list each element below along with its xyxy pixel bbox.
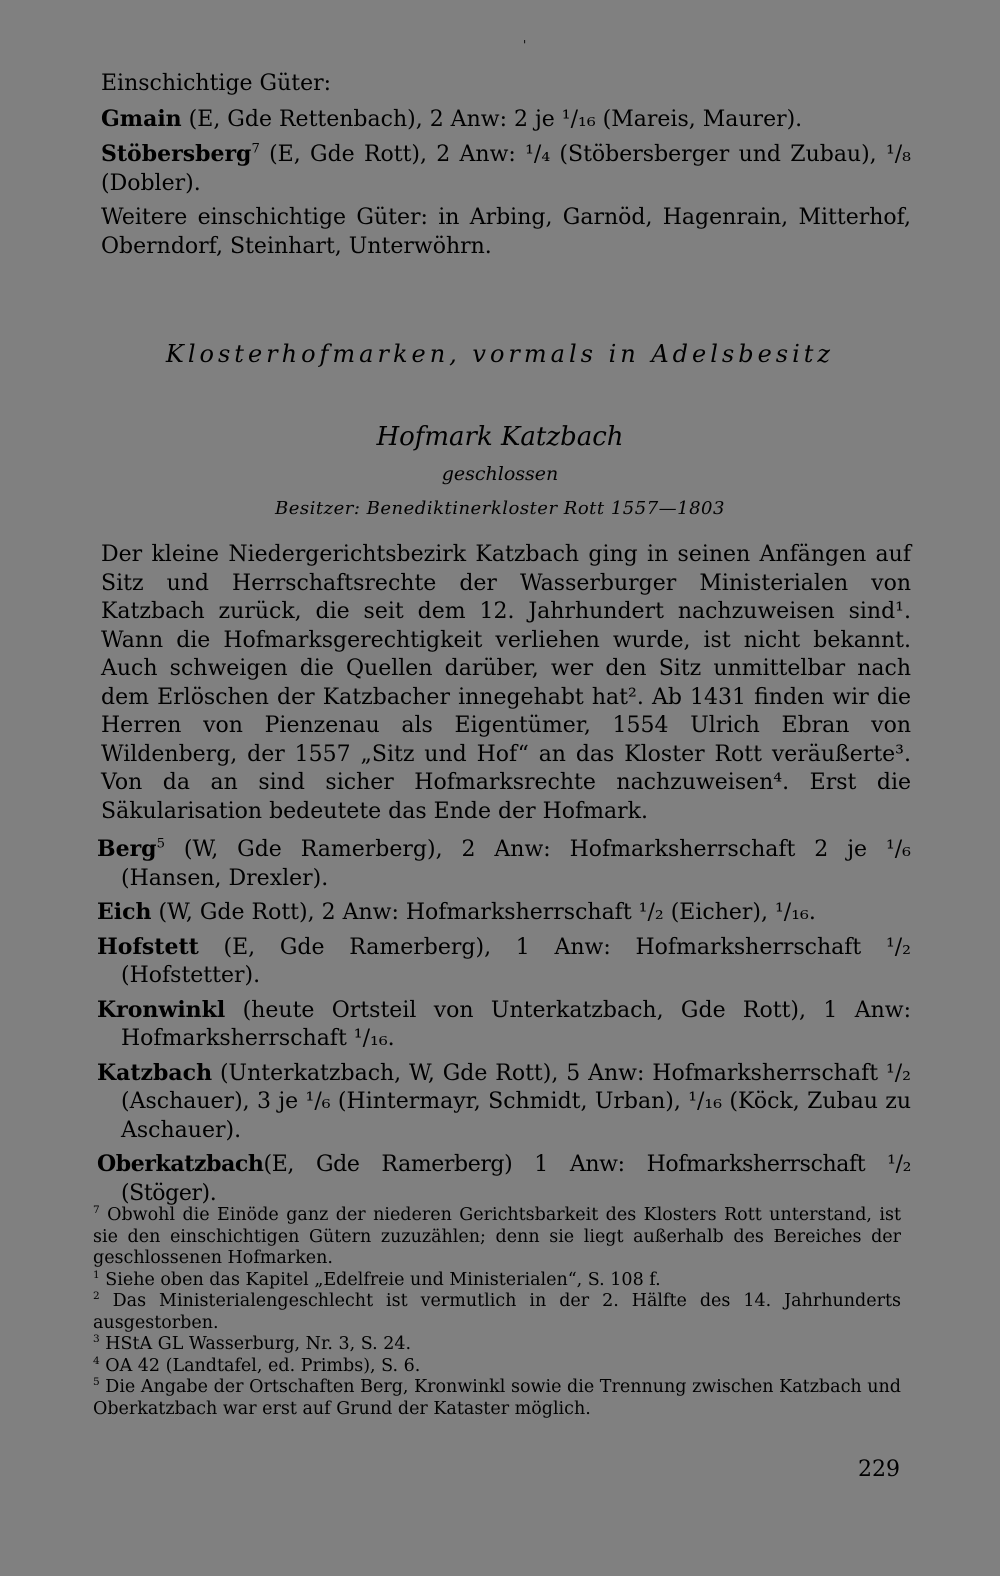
entry-lead: Stöbersberg bbox=[101, 141, 252, 167]
place-entry-oberkatzbach bbox=[97, 1150, 911, 1208]
footnote bbox=[93, 1270, 901, 1292]
goods-heading: Einschichtige Güter: bbox=[101, 71, 332, 96]
footnote bbox=[93, 1291, 901, 1334]
entry-lead: Oberkatzbach bbox=[97, 1151, 264, 1177]
entry-lead: Hofstett bbox=[97, 933, 199, 960]
goods-entry-weitere bbox=[101, 204, 911, 261]
footnote-mark: 4 bbox=[93, 1354, 100, 1367]
footnote-text: OA 42 (Landtafel, ed. Primbs), S. 6. bbox=[99, 1355, 421, 1376]
place-entry-berg bbox=[97, 835, 911, 893]
entry-lead: Gmain bbox=[101, 105, 182, 132]
goods-section bbox=[101, 70, 911, 261]
footnote bbox=[93, 1205, 901, 1270]
entry-text: (E, Gde Ramerberg), 1 Anw: Hofmarksherrschaft ¹/₂ (Hofstetter). bbox=[121, 934, 911, 988]
top-mark: ' bbox=[523, 38, 527, 52]
footnote-mark: 2 bbox=[93, 1290, 100, 1303]
hofmark-status: geschlossen bbox=[441, 463, 559, 485]
hofmark-owner: Besitzer: Benediktinerkloster Rott 1557—1803 bbox=[275, 498, 725, 519]
footnote-text: Obwohl die Einöde ganz der niederen Gerichtsbarkeit des Klosters Rott unterstand, ist sie den einschichtigen Gütern zuzuzählen; denn sie liegt außerhalb des Bereiches der geschlossenen Hofmarken. bbox=[93, 1205, 901, 1268]
places-list bbox=[97, 835, 911, 1208]
footnote bbox=[93, 1356, 901, 1378]
entry-text: (W, Gde Ramerberg), 2 Anw: Hofmarksherrschaft 2 je ¹/₆ (Hansen, Drexler). bbox=[121, 837, 911, 891]
place-entry-hofstett bbox=[97, 933, 911, 991]
entry-text: (E, Gde Rettenbach), 2 Anw: 2 je ¹/₁₆ (Mareis, Maurer). bbox=[181, 106, 803, 132]
entry-text: (E, Gde Rott), 2 Anw: ¹/₄ (Stöbersberger und Zubau), ¹/₈ (Dobler). bbox=[101, 142, 911, 196]
footnote-mark: 5 bbox=[93, 1376, 100, 1389]
section-heading: Klosterhofmarken, vormals in Adelsbesitz bbox=[165, 340, 835, 368]
footnote-ref: 7 bbox=[251, 141, 260, 157]
footnotes bbox=[93, 1205, 901, 1420]
footnote-ref: 5 bbox=[156, 836, 165, 852]
entry-lead: Eich bbox=[97, 899, 152, 925]
goods-entry-gmain bbox=[101, 105, 911, 135]
page-number: 229 bbox=[858, 1457, 900, 1482]
entry-text: Weitere einschichtige Güter: in Arbing, Garnöd, Hagenrain, Mitterhof, Oberndorf, Steinhart, Unterwöhrn. bbox=[101, 205, 911, 259]
footnote-mark: 1 bbox=[93, 1268, 100, 1281]
entry-text: (Unterkatzbach, W, Gde Rott), 5 Anw: Hofmarksherrschaft ¹/₂ (Aschauer), 3 je ¹/₆ (Hintermayr, Schmidt, Urban), ¹/₁₆ (Köck, Zubau zu Aschauer). bbox=[121, 1060, 911, 1143]
footnote-text: Siehe oben das Kapitel „Edelfreie und Ministerialen“, S. 108 f. bbox=[99, 1269, 661, 1290]
footnote-text: Das Ministerialengeschlecht ist vermutlich in der 2. Hälfte des 14. Jahrhunderts ausgestorben. bbox=[93, 1291, 901, 1333]
footnote-mark: 7 bbox=[93, 1204, 100, 1217]
entry-text: (E, Gde Ramerberg) 1 Anw: Hofmarksherrschaft ¹/₂ (Stöger). bbox=[121, 1152, 911, 1206]
entry-lead: Kronwinkl bbox=[97, 996, 226, 1023]
entry-text: (W, Gde Rott), 2 Anw: Hofmarksherrschaft ¹/₂ (Eicher), ¹/₁₆. bbox=[151, 900, 816, 925]
entry-lead: Katzbach bbox=[97, 1059, 213, 1086]
intro-paragraph: Der kleine Niedergerichtsbezirk Katzbach ging in seinen Anfängen auf Sitz und Herrschaftsrechte der Wasserburger Ministerialen von Katzbach zurück, die seit dem 12. Jahrhundert nachzuweisen sind¹. Wann die Hofmarksgerechtigkeit verliehen wurde, ist nicht bekannt. Auch schweigen die Quellen darüber, wer den Sitz unmittelbar nach dem Erlöschen der Katzbacher innegehabt hat². Ab 1431 finden wir die Herren von Pienzenau als Eigentümer, 1554 Ulrich Ebran von Wildenberg, der 1557 „Sitz und Hof“ an das Kloster Rott veräußerte³. Von da an sind sicher Hofmarksrechte nachzuweisen⁴. Erst die Säkularisation bedeutete das Ende der Hofmark. bbox=[101, 542, 911, 824]
place-entry-kronwinkl bbox=[97, 996, 911, 1054]
entry-lead: Berg bbox=[97, 836, 157, 862]
footnote-text: HStA GL Wasserburg, Nr. 3, S. 24. bbox=[99, 1334, 412, 1354]
place-entry-katzbach bbox=[97, 1059, 911, 1146]
place-entry-eich bbox=[97, 898, 911, 928]
footnote-text: Die Angabe der Ortschaften Berg, Kronwinkl sowie die Trennung zwischen Katzbach und Oberkatzbach war erst auf Grund der Kataster möglich. bbox=[93, 1377, 901, 1419]
entry-text: (heute Ortsteil von Unterkatzbach, Gde Rott), 1 Anw: Hofmarksherrschaft ¹/₁₆. bbox=[121, 997, 911, 1051]
goods-entry-stoebersberg bbox=[101, 140, 911, 198]
hofmark-title: Hofmark Katzbach bbox=[376, 422, 624, 452]
footnote bbox=[93, 1377, 901, 1420]
footnote bbox=[93, 1334, 901, 1356]
footnote-mark: 3 bbox=[93, 1333, 100, 1346]
